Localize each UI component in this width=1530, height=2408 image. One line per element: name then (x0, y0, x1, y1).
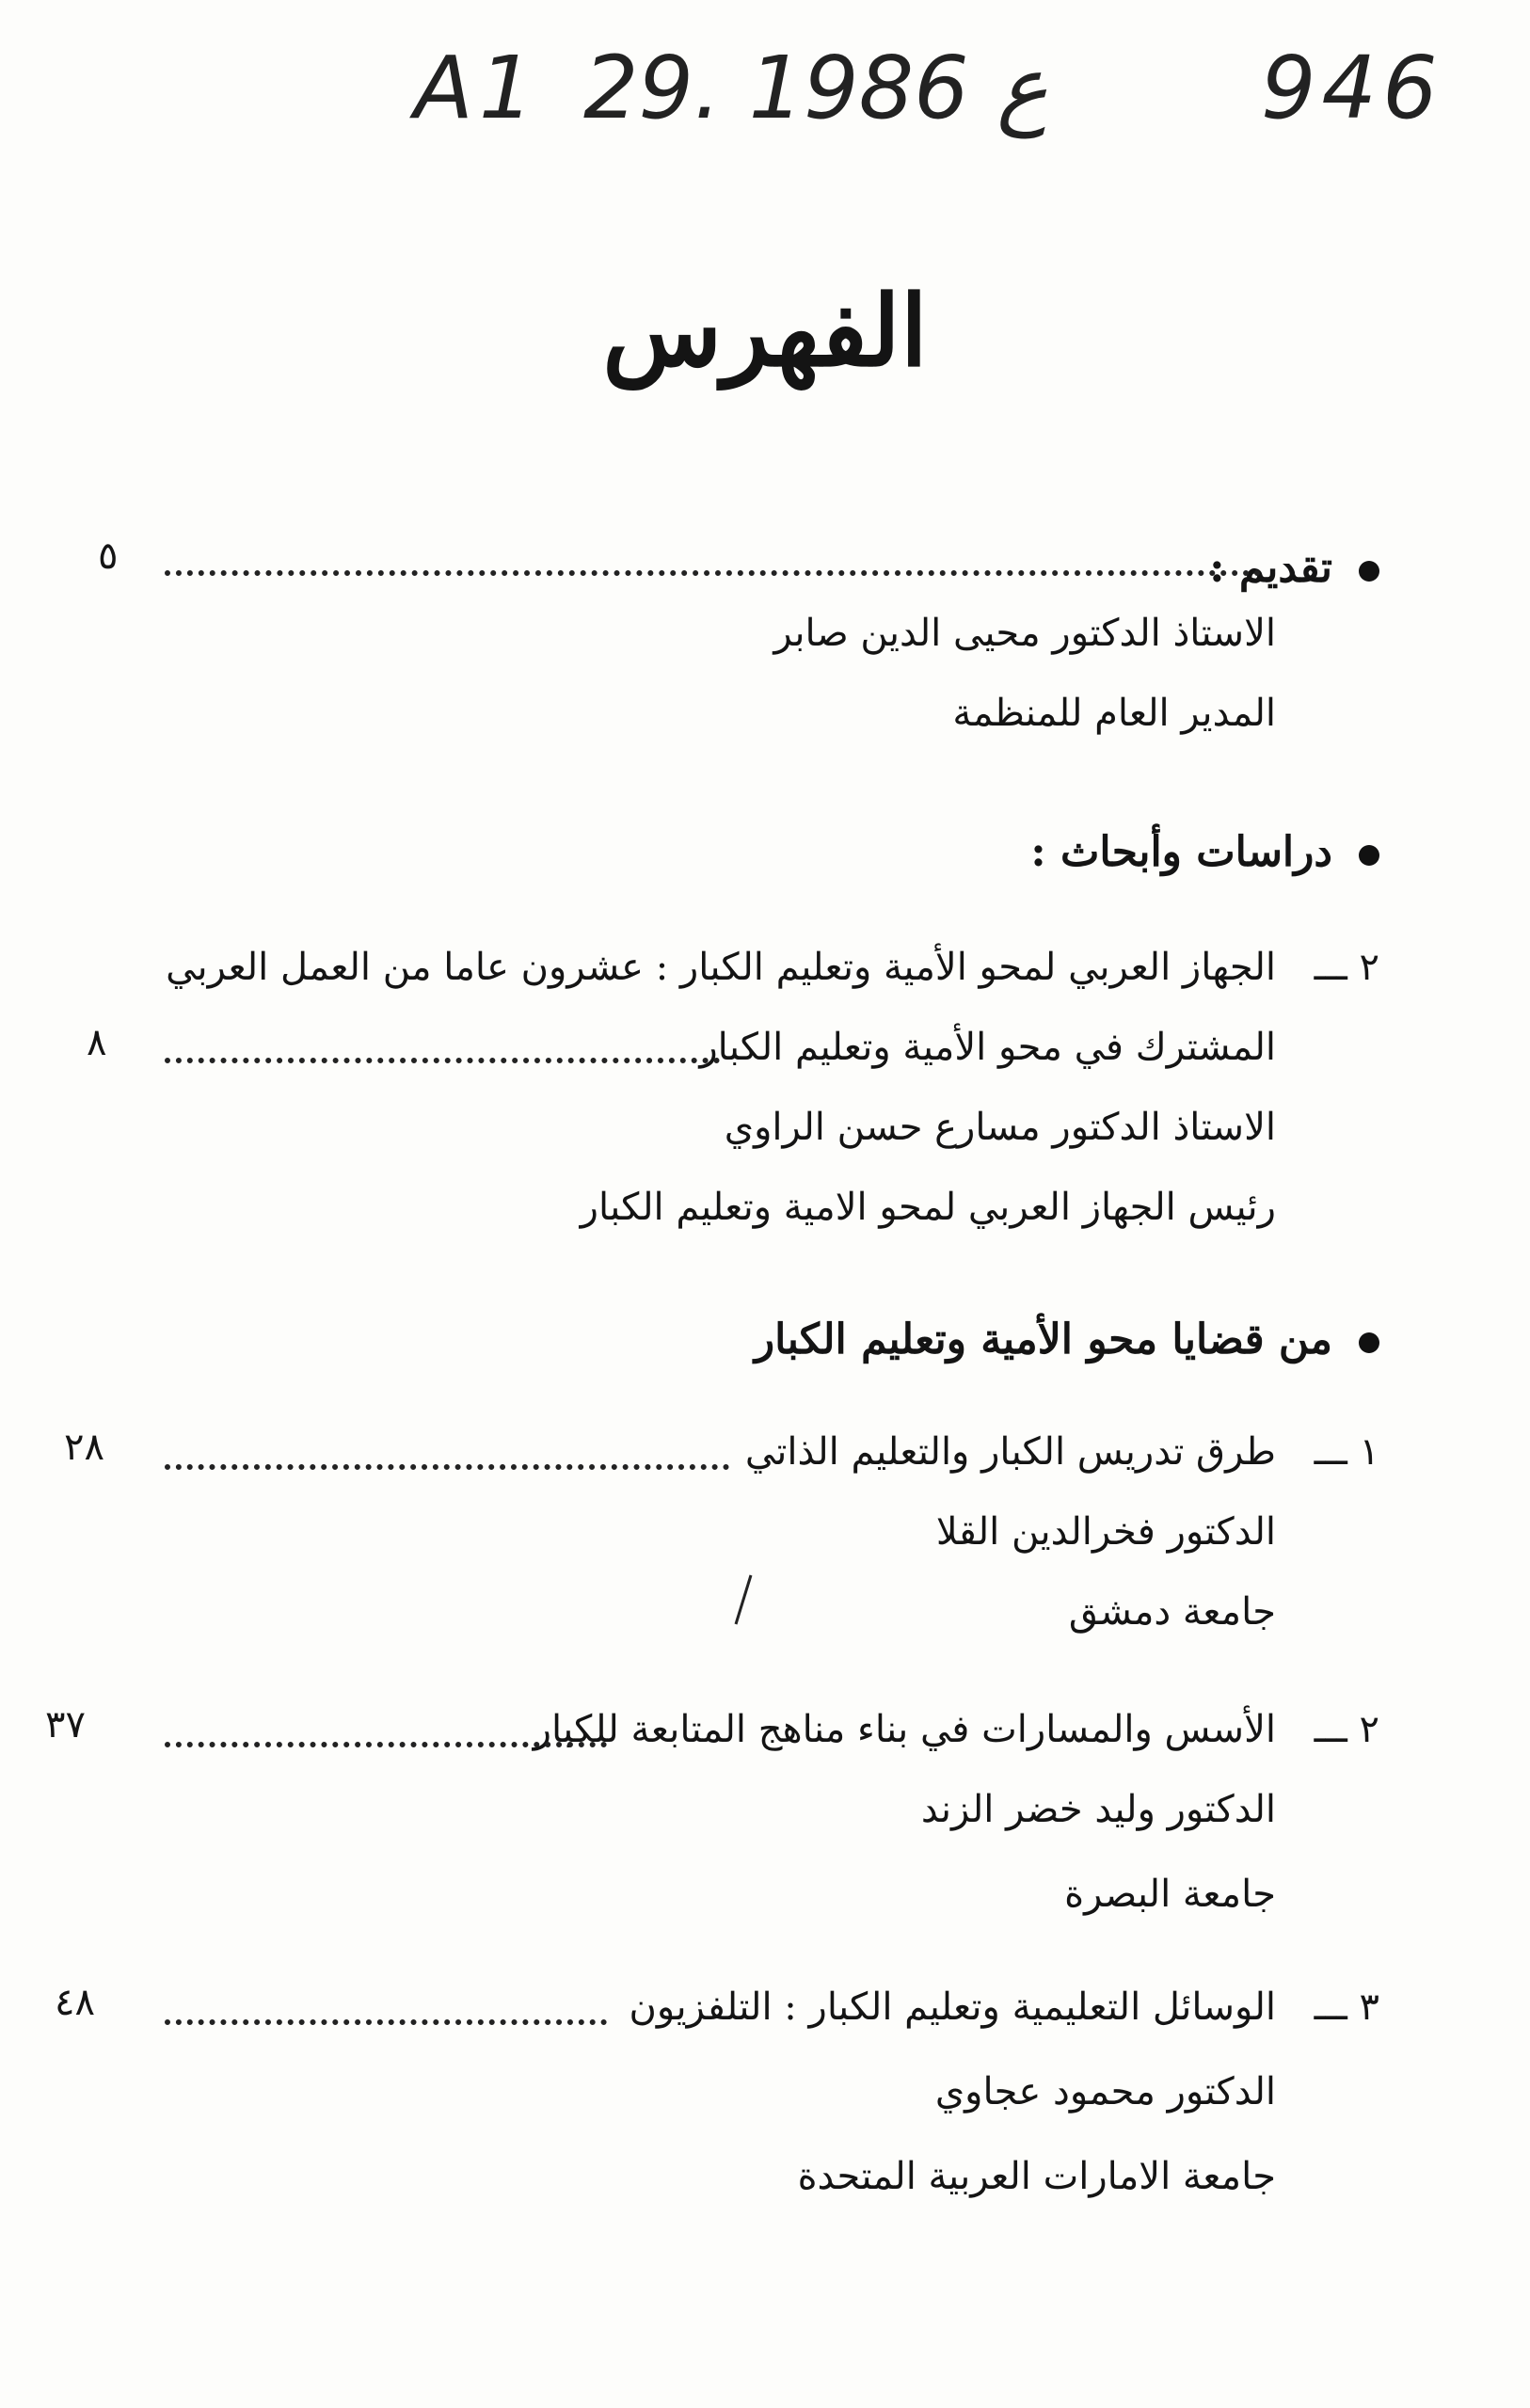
page-number-intro: ٥ (98, 534, 119, 578)
handwritten-annotation (414, 38, 1458, 169)
studies-author: الاستاذ الدكتور مسارع حسن الراوي (724, 1106, 1276, 1149)
section-studies-label: دراسات وأبحاث : (1030, 828, 1332, 876)
intro-affiliation: المدير العام للمنظمة (952, 692, 1276, 735)
issue-3-affiliation: جامعة الامارات العربية المتحدة (797, 2155, 1276, 2198)
leader-dots (165, 2019, 607, 2025)
entry-title: طرق تدريس الكبار والتعليم الذاتي (744, 1430, 1276, 1474)
studies-entry-line1 (166, 946, 1379, 989)
page-title: الفهرس (602, 273, 928, 389)
issues-entry-2 (534, 1708, 1379, 1751)
leader-dots (165, 1464, 729, 1470)
bullet-icon (1359, 561, 1379, 582)
bullet-icon (1359, 1332, 1379, 1353)
issue-3-author: الدكتور محمود عجاوي (934, 2070, 1276, 2113)
issue-2-author: الدكتور وليد خضر الزند (920, 1788, 1276, 1831)
issue-1-author: الدكتور فخرالدين القلا (935, 1510, 1276, 1554)
annotation-a: A1 (414, 38, 540, 138)
annotation-code: 946 (1261, 38, 1443, 138)
page-number-issue-1: ٢٨ (64, 1426, 104, 1469)
leader-dots (165, 1742, 607, 1747)
leader-dots (165, 1058, 720, 1063)
entry-number: ٣ ـــ (1314, 1985, 1379, 2029)
issue-2-affiliation: جامعة البصرة (1064, 1873, 1276, 1916)
entry-number: ١ ـــ (1314, 1430, 1379, 1474)
entry-title: الوسائل التعليمية وتعليم الكبار : التلفزيون (629, 1985, 1276, 2029)
page-number-studies: ٨ (87, 1021, 107, 1064)
issues-entry-1 (745, 1430, 1379, 1474)
issue-1-affiliation: جامعة دمشق (1068, 1590, 1276, 1634)
studies-entry-line2: المشترك في محو الأمية وتعليم الكبار (699, 1026, 1276, 1069)
leader-dots (165, 570, 1261, 576)
intro-author: الاستاذ الدكتور محيى الدين صابر (773, 612, 1276, 655)
bullet-icon (1359, 845, 1379, 866)
pen-mark (725, 1571, 762, 1628)
entry-number: ٢ ـــ (1314, 946, 1379, 989)
entry-title-line1: الجهاز العربي لمحو الأمية وتعليم الكبار : عشرون عاما من العمل العربي (166, 946, 1276, 989)
issues-entry-3 (630, 1985, 1380, 2029)
entry-number: ٢ ـــ (1314, 1708, 1379, 1751)
section-issues-heading (755, 1316, 1379, 1363)
annotation-date: 29. ع 1986 (583, 38, 1048, 138)
page-number-issue-2: ٣٧ (45, 1703, 86, 1746)
section-intro-heading (1209, 544, 1379, 592)
section-studies-heading (1030, 828, 1379, 876)
page-number-issue-3: ٤٨ (55, 1981, 95, 2024)
section-issues-label: من قضايا محو الأمية وتعليم الكبار (754, 1316, 1332, 1363)
studies-affiliation: رئيس الجهاز العربي لمحو الامية وتعليم الكبار (580, 1186, 1276, 1229)
entry-title: الأسس والمسارات في بناء مناهج المتابعة للكبار (533, 1708, 1276, 1751)
section-intro-label: تقديم : (1209, 544, 1332, 592)
